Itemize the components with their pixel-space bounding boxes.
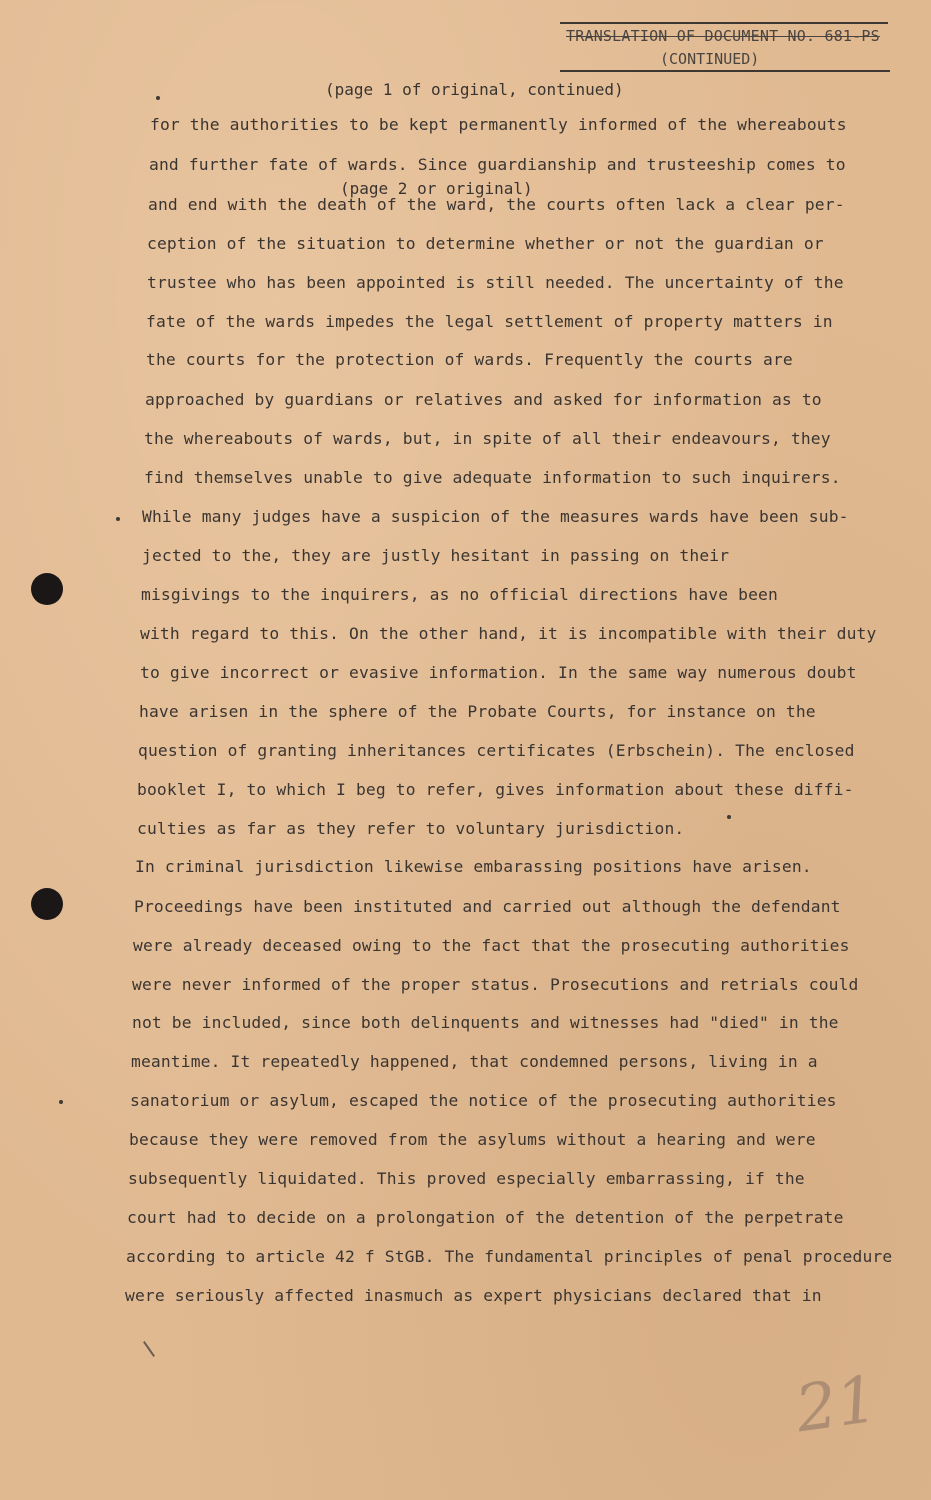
body-line: were already deceased owing to the fact that the prosecuting authorities (133, 936, 850, 955)
body-line: because they were removed from the asylums without a hearing and were (129, 1130, 816, 1149)
header-subtitle: (CONTINUED) (660, 50, 760, 68)
handwritten-page-number: 21 (791, 1362, 883, 1448)
body-line: sanatorium or asylum, escaped the notice of the prosecuting authorities (130, 1091, 837, 1110)
body-line: jected to the, they are justly hesitant in passing on their (142, 546, 730, 565)
body-line: question of granting inheritances certificates (Erbschein). The enclosed (138, 741, 855, 760)
body-line: to give incorrect or evasive information. In the same way numerous doubt (140, 663, 857, 682)
body-line: In criminal jurisdiction likewise embarassing positions have arisen. (135, 857, 812, 876)
body-line: were never informed of the proper status. Prosecutions and retrials could (132, 975, 859, 994)
header-title: TRANSLATION OF DOCUMENT NO. 681-PS (566, 27, 880, 45)
body-line: and further fate of wards. Since guardianship and trusteeship comes to (149, 155, 846, 174)
body-line: culties as far as they refer to voluntary jurisdiction. (137, 819, 685, 838)
pencil-tick-mark (143, 1341, 155, 1357)
ink-speck (727, 815, 731, 819)
page-note-top: (page 1 of original, continued) (325, 80, 624, 99)
ink-speck (116, 517, 120, 521)
header-rule-top (560, 22, 888, 24)
body-line: Proceedings have been instituted and carried out although the defendant (134, 897, 841, 916)
body-line: with regard to this. On the other hand, it is incompatible with their duty (140, 624, 877, 643)
punch-hole-icon (31, 573, 63, 605)
body-line: according to article 42 f StGB. The fundamental principles of penal procedure (126, 1247, 893, 1266)
body-line: misgivings to the inquirers, as no official directions have been (141, 585, 778, 604)
header-rule-bottom (560, 70, 890, 72)
page-note-inline: (page 2 or original) (340, 179, 533, 198)
body-line: the whereabouts of wards, but, in spite of all their endeavours, they (144, 429, 831, 448)
body-line: not be included, since both delinquents and witnesses had "died" in the (132, 1013, 839, 1032)
body-line: subsequently liquidated. This proved especially embarrassing, if the (128, 1169, 805, 1188)
body-line: find themselves unable to give adequate information to such inquirers. (144, 468, 841, 487)
body-line: approached by guardians or relatives and asked for information as to (145, 390, 822, 409)
body-line: court had to decide on a prolongation of the detention of the perpetrate (127, 1208, 844, 1227)
body-line: have arisen in the sphere of the Probate Courts, for instance on the (139, 702, 816, 721)
body-line: for the authorities to be kept permanently informed of the whereabouts (150, 115, 847, 134)
body-line: meantime. It repeatedly happened, that condemned persons, living in a (131, 1052, 818, 1071)
body-line: and end with the death of the ward, the courts often lack a clear per- (148, 195, 845, 214)
ink-speck (156, 96, 160, 100)
body-line: While many judges have a suspicion of the measures wards have been sub- (142, 507, 849, 526)
ink-speck (59, 1100, 63, 1104)
body-line: fate of the wards impedes the legal settlement of property matters in (146, 312, 833, 331)
punch-hole-icon (31, 888, 63, 920)
body-line: booklet I, to which I beg to refer, gives information about these diffi- (137, 780, 854, 799)
body-line: the courts for the protection of wards. Frequently the courts are (146, 350, 793, 369)
body-line: trustee who has been appointed is still needed. The uncertainty of the (147, 273, 844, 292)
body-line: ception of the situation to determine whether or not the guardian or (147, 234, 824, 253)
body-line: were seriously affected inasmuch as expert physicians declared that in (125, 1286, 822, 1305)
